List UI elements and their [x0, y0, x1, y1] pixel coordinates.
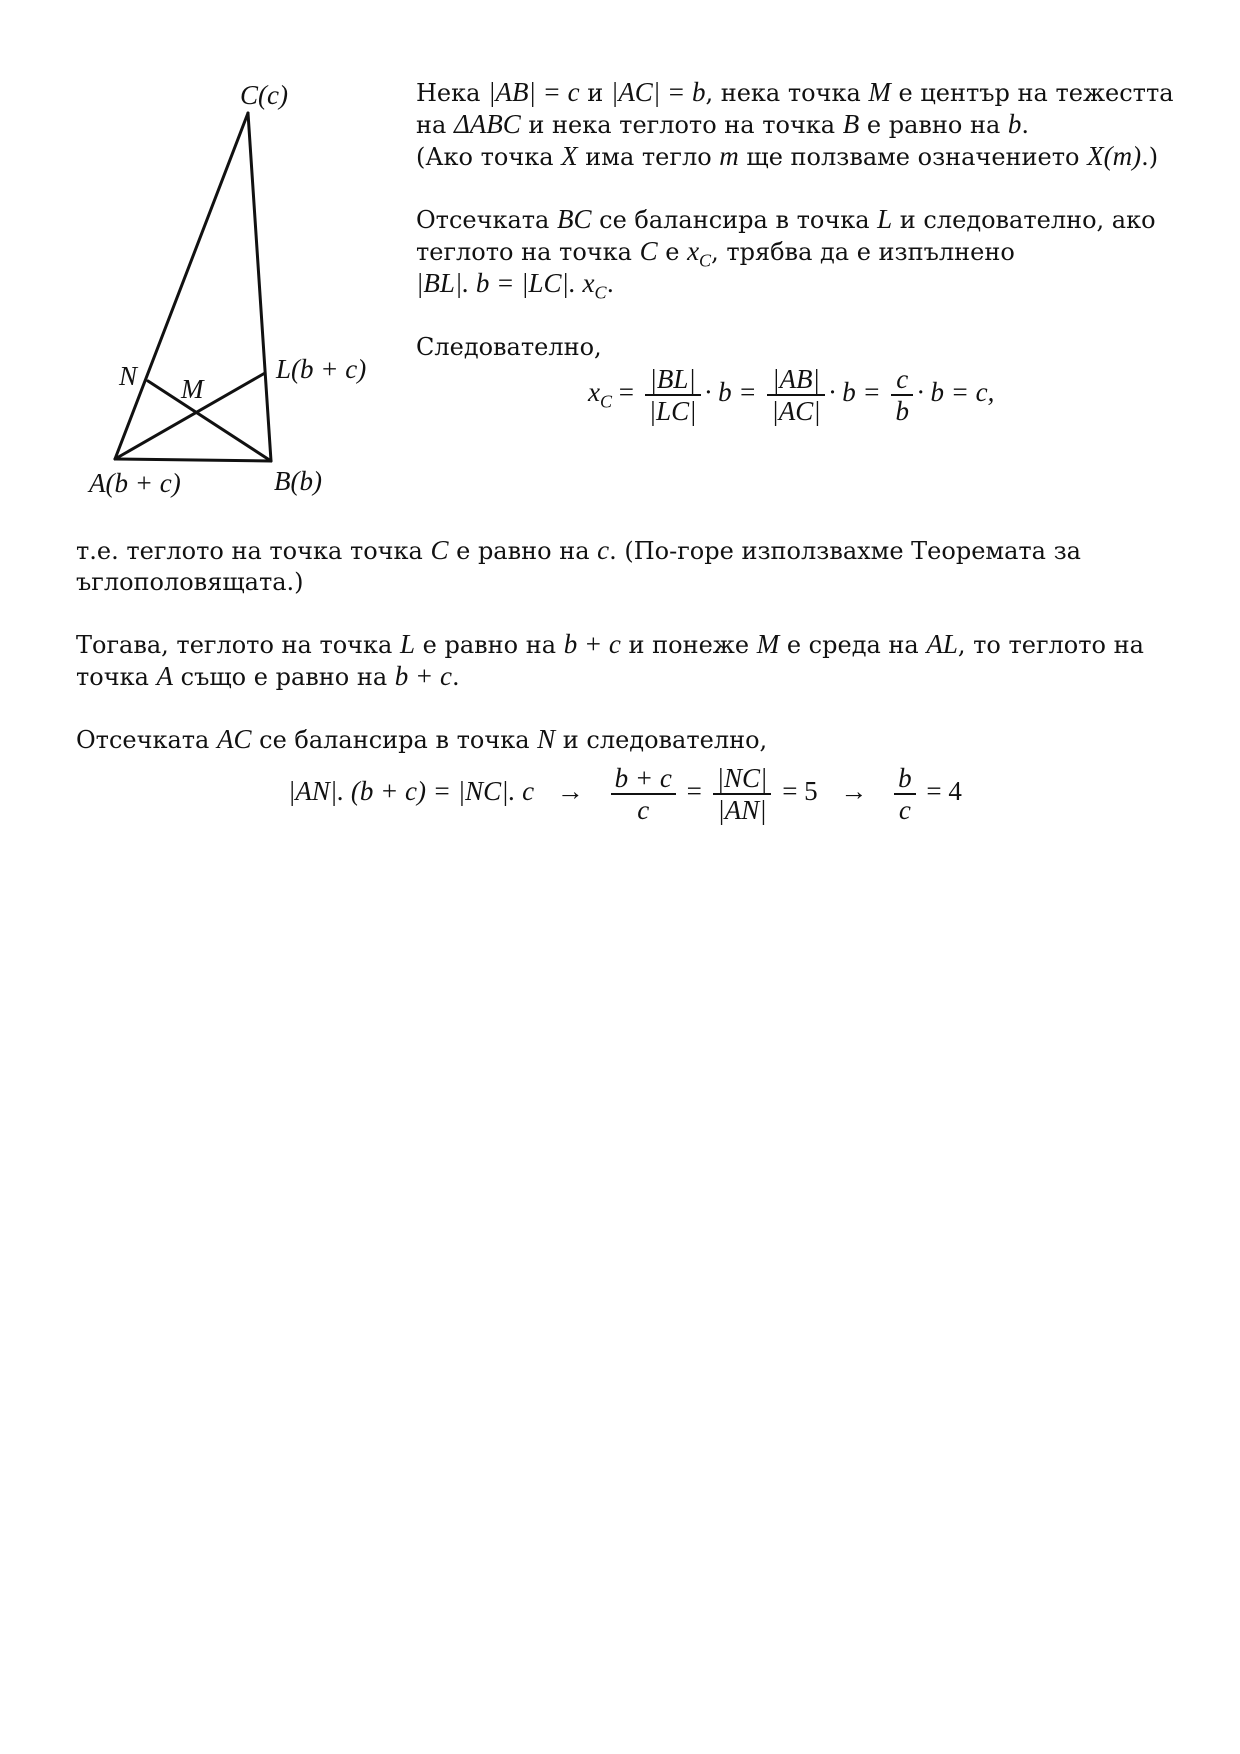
para4-line-2: ъглополовящата.): [76, 568, 304, 596]
intro-line-2: на ΔABC и нека теглото на точка B е равно на b.: [416, 109, 1030, 139]
equation-1: $x_C$ = $\frac{|BL|}{|LC|}$ · b = $\frac{|AB|}{|AC|}$ · b = $\frac{c}{b}$ · b = c,: [588, 364, 995, 426]
label-m: M: [181, 374, 204, 404]
para6-line-1: Отсечката AC се балансира в точка N и следователно,: [76, 724, 768, 754]
para5-line-2: точка A също е равно на b + c.: [76, 661, 460, 691]
label-l: L(b + c): [276, 354, 367, 384]
para2-line-3: |BL|. b = |LC|. $x_C$.: [416, 268, 615, 303]
para5-line-1: Тогава, теглото на точка L е равно на b + c и понеже M е среда на AL, то теглото на: [76, 629, 1144, 659]
label-c: C(c): [240, 80, 288, 110]
para3-line: Следователно,: [416, 333, 602, 361]
label-b: B(b): [274, 466, 322, 496]
side-ab: [115, 459, 271, 461]
intro-line-3: (Ако точка X има тегло m ще ползваме означението X(m).): [416, 141, 1159, 171]
cevian-bn: [148, 381, 271, 461]
intro-line-1: Нека |AB| = c и |AC| = b, нека точка M е център на тежестта: [416, 77, 1174, 107]
triangle-figure: [0, 0, 420, 520]
side-cb: [248, 113, 271, 461]
para2-line-1: Отсечката BC се балансира в точка L и следователно, ако: [416, 204, 1156, 234]
equation-2: |AN|. (b + c) = |NC|. c → $\frac{b + c}{c}$ = $\frac{|NC|}{|AN|}$ = 5 → $\frac{b}{c}$ = 4: [288, 763, 962, 825]
para4-line-1: т.е. теглото на точка точка C е равно на c. (По-горе използвахме Теоремата за: [76, 535, 1081, 565]
label-a: A(b + c): [89, 468, 181, 498]
para2-line-2: теглото на точка C е $x_C$, трябва да е изпълнено: [416, 236, 1015, 271]
side-ac: [115, 113, 248, 459]
label-n: N: [119, 361, 138, 391]
